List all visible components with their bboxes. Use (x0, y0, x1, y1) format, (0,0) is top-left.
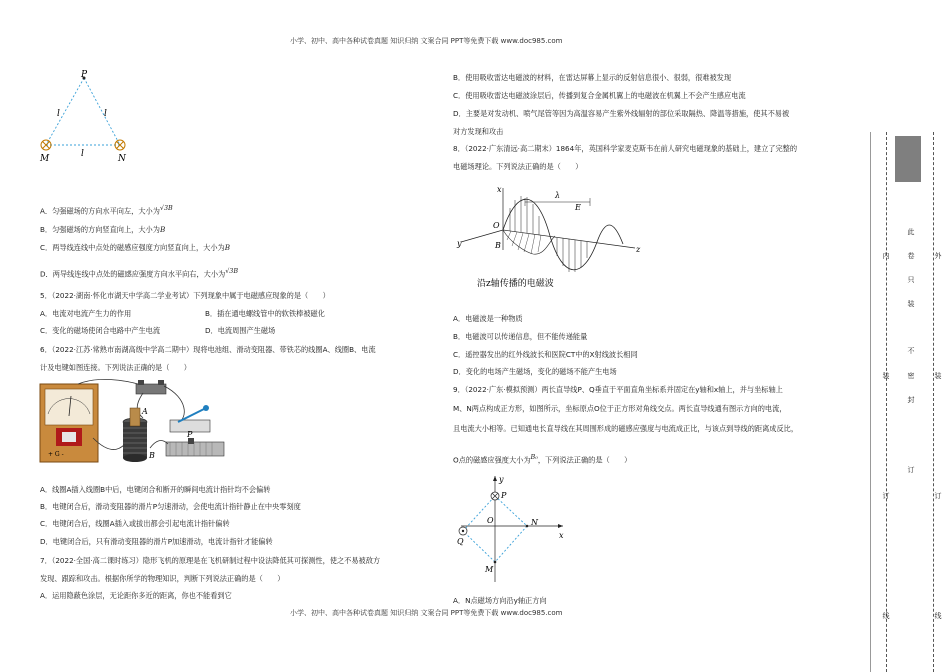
binding-margin (870, 132, 947, 672)
binding-mid-3: 只 (907, 276, 915, 283)
binding-mid-7: 封 (907, 396, 915, 403)
q7-option-b: B．使用吸收雷达电磁波的材料，在雷达屏幕上显示的反射信息很小、很弱，很难被发现 (453, 73, 732, 82)
q6-stem-line2: 计及电键如图连接。下列说法正确的是（ ） (40, 363, 191, 372)
svg-text:l: l (104, 109, 107, 119)
wire-q-icon (459, 527, 467, 535)
q9-stem-line3: 且电流大小相等。已知通电长直导线在其周围形成的磁感应强度与电流成正比，与该点到导线的距离成反比， (453, 424, 799, 433)
binding-mid-2: 卷 (907, 252, 915, 259)
binding-right-1: 外 (934, 252, 942, 259)
svg-text:l: l (57, 109, 60, 119)
svg-text:x: x (497, 185, 502, 194)
svg-text:M: M (40, 154, 50, 164)
binding-right-2: 装 (934, 372, 942, 379)
svg-text:E: E (575, 203, 581, 212)
q4-option-c: C．两导线连线中点处的磁感应强度方向竖直向上，大小为B (40, 243, 231, 252)
q6-option-b: B．电键闭合后，滑动变阻器的滑片P匀速滑动，会使电流计指针静止在中央零刻度 (40, 502, 301, 511)
q6-option-c: C．电键闭合后，线圈A插入或拔出都会引起电流计指针偏转 (40, 519, 230, 528)
binding-mid-6: 密 (907, 372, 915, 379)
binding-mid-5: 不 (907, 347, 915, 354)
svg-text:λ: λ (555, 191, 561, 200)
svg-text:P: P (501, 491, 507, 500)
svg-text:Q: Q (457, 537, 464, 546)
q8-option-b: B．电磁波可以传递信息，但不能传递能量 (453, 332, 588, 341)
q7-option-d: D．主要是对发动机、喷气尾管等因为高温容易产生紫外线辐射的部位采取隔热、降温等措施，使其不易被 (453, 109, 790, 118)
binding-mid-4: 装 (907, 300, 915, 307)
wire-m-icon (41, 140, 51, 150)
svg-text:O: O (493, 221, 500, 230)
page-header: 小学、初中、高中各种试卷真题 知识归纳 文案合同 PPT等免费下载 www.doc985.com (290, 37, 563, 45)
svg-text:O: O (487, 516, 494, 525)
binding-mid-8: 订 (907, 466, 915, 473)
figure-triangle-wires (32, 68, 142, 164)
q5-option-b: B．插在通电螺线管中的软铁棒被磁化 (205, 309, 325, 318)
svg-text:P: P (187, 430, 193, 439)
q7-option-a: A．运用隐蔽色涂层，无论距你多近的距离，你也不能看到它 (40, 591, 232, 600)
binding-header-block (895, 136, 921, 182)
svg-text:B: B (149, 451, 155, 460)
q8-option-a: A．电磁波是一种物质 (453, 314, 523, 323)
svg-text:z: z (636, 245, 641, 254)
q9-option-a: A．N点磁场方向沿y轴正方向 (453, 596, 547, 605)
svg-text:x: x (559, 531, 564, 540)
svg-text:N: N (118, 154, 126, 164)
q7-stem-line2: 发现、跟踪和攻击。根据你所学的物理知识，判断下列说法正确的是（ ） (40, 574, 285, 583)
q5-option-a: A．电流对电流产生力的作用 (40, 309, 132, 318)
q9-stem-line1: 9．（2022·广东·模拟预测）两长直导线P、Q垂直于平面直角坐标系并固定在y轴和x轴上，并与坐标轴上 (453, 385, 783, 394)
binding-right-3: 订 (934, 492, 942, 499)
q6-stem-line1: 6．（2022·江苏·常熟市南湖高级中学高二期中）现将电池组、滑动变阻器、带铁芯的线圈A、线圈B、电流 (40, 345, 376, 354)
svg-text:B: B (495, 241, 501, 250)
q9-stem-line2: M、N两点构成正方形，如图所示，坐标原点O位于正方形对角线交点。两长直导线通有图示方向的电流， (453, 404, 787, 413)
wire-p-icon (491, 492, 499, 500)
binding-left-2: 装 (882, 372, 890, 379)
q9-stem-line4: O点的磁感应强度大小为$^{B_0}$，下列说法正确的是（ ） (453, 453, 632, 465)
svg-text:P: P (81, 70, 88, 80)
binding-mid-1: 此 (907, 228, 915, 235)
q7-option-c: C．使用吸收雷达电磁波涂层后，传播到复合金属机翼上的电磁波在机翼上不会产生感应电流 (453, 91, 746, 100)
q7-option-d-cont: 对方发现和攻击 (453, 127, 504, 136)
svg-text:+ G -: + G - (48, 451, 64, 458)
q8-option-d: D．变化的电场产生磁场，变化的磁场不能产生电场 (453, 367, 617, 376)
binding-left-1: 内 (882, 252, 890, 259)
svg-text:N: N (531, 518, 538, 527)
svg-text:y: y (499, 475, 504, 484)
svg-text:沿z轴传播的电磁波: 沿z轴传播的电磁波 (477, 279, 554, 289)
q5-option-c: C．变化的磁场使闭合电路中产生电流 (40, 326, 161, 335)
binding-left-3: 订 (882, 492, 890, 499)
svg-text:y: y (457, 239, 462, 248)
q8-option-c: C．遥控器发出的红外线波长和医院CT中的X射线波长相同 (453, 350, 638, 359)
q4-option-b: B．匀强磁场的方向竖直向上，大小为B (40, 225, 166, 234)
q7-stem-line1: 7．（2022·全国·高二课时练习）隐形飞机的原理是在飞机研制过程中设法降低其可探测性，使之不易被敌方 (40, 556, 381, 565)
q8-stem-line1: 8．（2022·广东清远·高二期末）1864年，英国科学家麦克斯韦在前人研究电磁现象的基础上，建立了完整的 (453, 144, 798, 153)
q5-option-d: D．电流周围产生磁场 (205, 326, 276, 335)
figure-em-wave (455, 180, 645, 295)
svg-text:M: M (485, 565, 494, 574)
q8-stem-line2: 电磁场理论。下列说法正确的是（ ） (453, 162, 583, 171)
figure-square-wires (455, 474, 565, 584)
q4-option-a: A．匀强磁场的方向水平向左，大小为$^{√3B}$ (40, 204, 173, 216)
svg-text:A: A (142, 407, 148, 416)
q6-option-a: A．线圈A插入线圈B中后，电键闭合和断开的瞬间电流计指针均不会偏转 (40, 485, 271, 494)
binding-left-4: 线 (882, 612, 890, 619)
q5-stem: 5．（2022·湖南·怀化市湖天中学高二学业考试）下列现象中属于电磁感应现象的是（ ） (40, 291, 330, 300)
wire-n-icon (115, 140, 125, 150)
figure-induction-apparatus (38, 378, 228, 466)
page-footer: 小学、初中、高中各种试卷真题 知识归纳 文案合同 PPT等免费下载 www.doc985.com (290, 609, 563, 617)
binding-right-4: 线 (934, 612, 942, 619)
q6-option-d: D．电键闭合后，只有滑动变阻器的滑片P加速滑动，电流计指针才能偏转 (40, 537, 273, 546)
q4-option-d: D．两导线连线中点处的磁感应强度方向水平向右，大小为$^{√3B}$ (40, 267, 239, 279)
svg-text:l: l (81, 149, 84, 159)
